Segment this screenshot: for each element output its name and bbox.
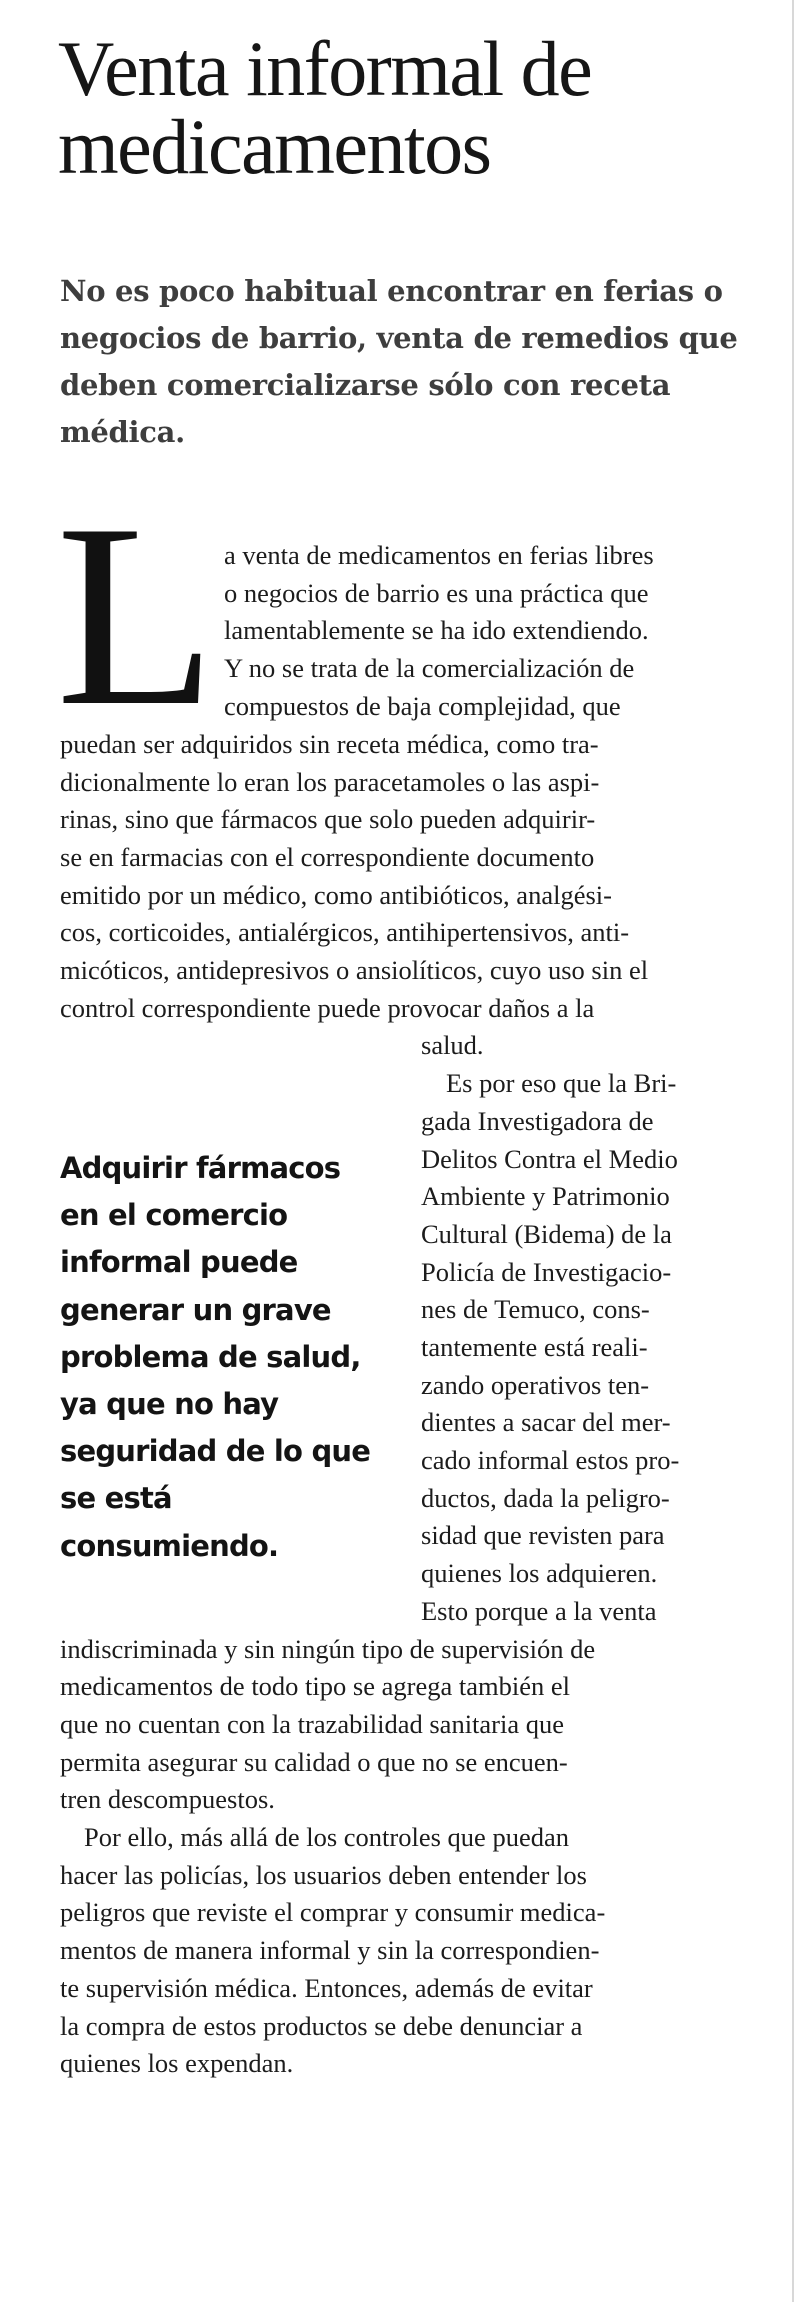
drop-cap: L [56,470,217,760]
body-line: quienes los adquieren. [421,1558,658,1588]
pull-quote-line: en el comercio [60,1198,288,1233]
body-line: te supervisión médica. Entonces, además de evitar [60,1973,593,2003]
pull-quote-line: problema de salud, [60,1339,361,1374]
headline-line: medicamentos [58,103,491,190]
body-line: micóticos, antidepresivos o ansiolíticos, cuyo uso sin el [60,955,649,985]
body-line: salud. [421,1030,484,1060]
body-line: tantemente está reali- [421,1332,648,1362]
body-line: emitido por un médico, como antibióticos, analgési- [60,880,612,910]
body-line: rinas, sino que fármacos que solo pueden adquirir- [60,804,596,834]
pull-quote-line: generar un grave [60,1292,331,1327]
body-line: Es por eso que la Bri- [446,1068,677,1098]
pull-quote-line: seguridad de lo que [60,1434,371,1469]
body-line: se en farmacias con el correspondiente documento [60,842,595,872]
body-line: sidad que revisten para [421,1520,665,1550]
body-line: lamentablemente se ha ido extendiendo. [224,615,649,645]
headline-line: Venta informal de [58,25,592,112]
lead-line: No es poco habitual encontrar en ferias o [60,274,723,308]
article-lead [60,268,750,456]
body-line: Por ello, más allá de los controles que puedan [84,1822,569,1852]
body-line: mentos de manera informal y sin la correspondien- [60,1935,600,1965]
body-line: dientes a sacar del mer- [421,1407,671,1437]
body-line: quienes los expendan. [60,2048,294,2078]
lead-line: deben comercializarse sólo con receta [60,368,671,402]
article-headline [58,25,778,190]
body-line: a venta de medicamentos en ferias libres [224,540,654,570]
body-line: compuestos de baja complejidad, que [224,691,621,721]
body-line: nes de Temuco, cons- [421,1294,650,1324]
body-line: control correspondiente puede provocar daños a la [60,993,595,1023]
pull-quote-line: ya que no hay [60,1387,279,1422]
body-line: Y no se trata de la comercialización de [224,653,635,683]
body-line: o negocios de barrio es una práctica que [224,578,649,608]
pull-quote-line: se está [60,1481,172,1516]
body-line: permita asegurar su calidad o que no se encuen- [60,1747,568,1777]
body-line: Ambiente y Patrimonio [421,1181,670,1211]
pull-quote [60,1145,400,1570]
page-edge-rule [792,0,794,2302]
body-line: que no cuentan con la trazabilidad sanitaria que [60,1709,565,1739]
lead-line: médica. [60,415,185,449]
body-line: medicamentos de todo tipo se agrega también el [60,1671,570,1701]
pull-quote-line: Adquirir fármacos [60,1151,341,1185]
body-line: dicionalmente lo eran los paracetamoles o las aspi- [60,767,600,797]
body-line: Policía de Investigacio- [421,1257,672,1287]
body-line: peligros que reviste el comprar y consumir medica- [60,1897,606,1927]
pull-quote-line: consumiendo. [60,1528,279,1563]
body-line: cos, corticoides, antialérgicos, antihipertensivos, anti- [60,917,630,947]
pull-quote-line: informal puede [60,1245,298,1280]
body-line: Cultural (Bidema) de la [421,1219,672,1249]
body-line: ductos, dada la peligro- [421,1483,670,1513]
body-line: Delitos Contra el Medio [421,1144,678,1174]
lead-line: negocios de barrio, venta de remedios que [60,321,738,355]
body-line: puedan ser adquiridos sin receta médica, como tra- [60,729,599,759]
body-line: hacer las policías, los usuarios deben entender los [60,1860,587,1890]
body-line: gada Investigadora de [421,1106,654,1136]
body-line: zando operativos ten- [421,1370,650,1400]
body-line: tren descompuestos. [60,1784,275,1814]
body-line: la compra de estos productos se debe denunciar a [60,2011,583,2041]
body-line: cado informal estos pro- [421,1445,680,1475]
body-line: indiscriminada y sin ningún tipo de supervisión de [60,1634,596,1664]
body-line: Esto porque a la venta [421,1596,657,1626]
